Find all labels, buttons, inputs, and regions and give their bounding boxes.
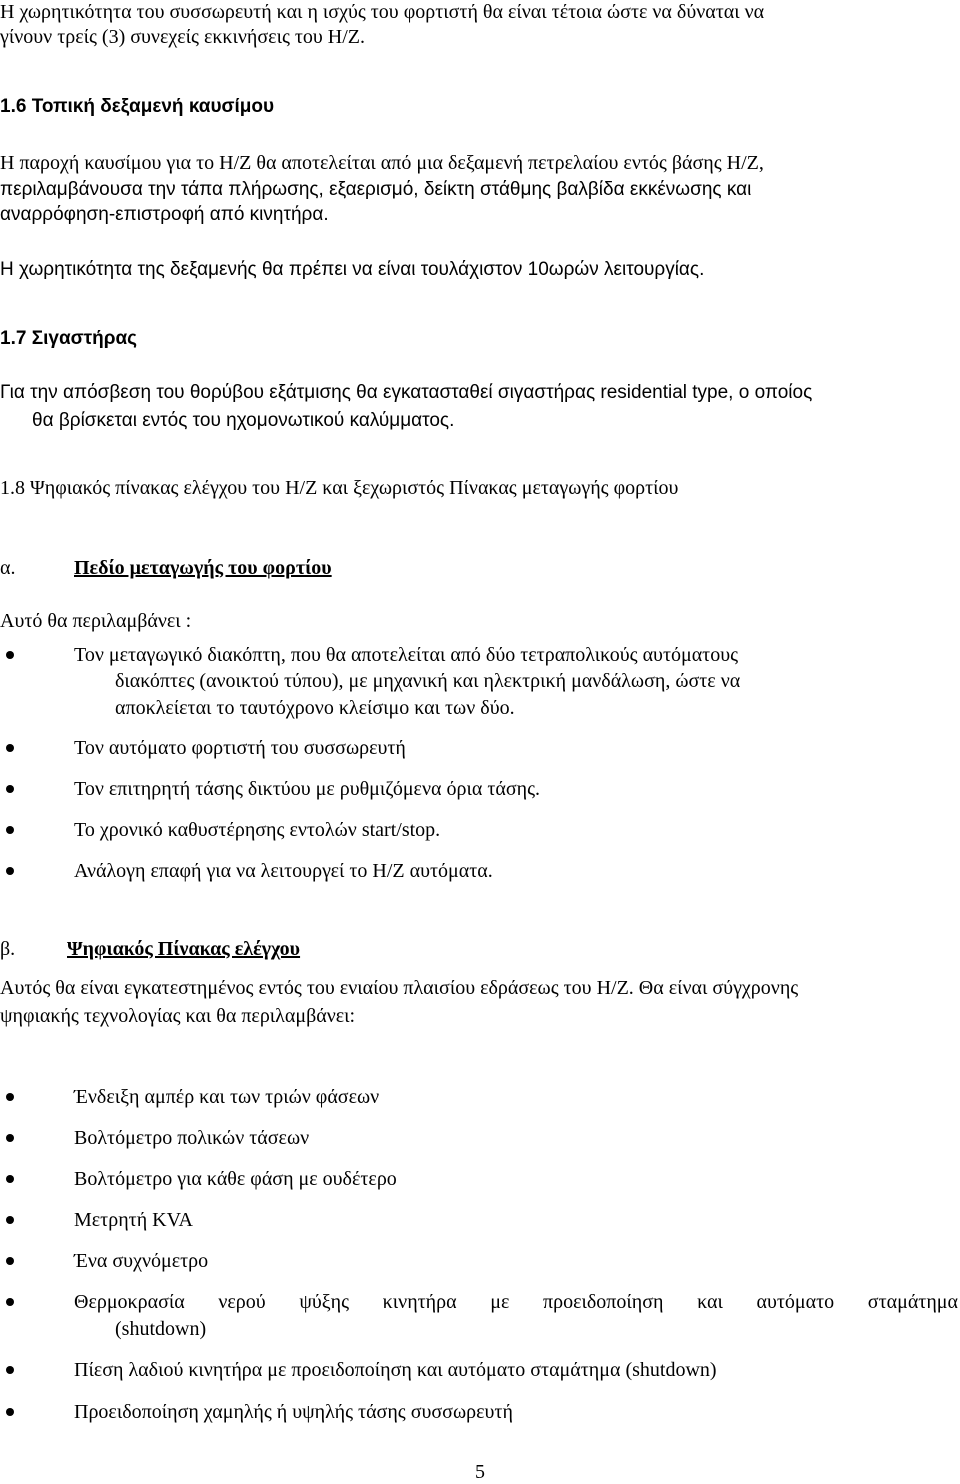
section-1-6-p1-line-1: Η παροχή καυσίμου για το Η/Ζ θα αποτελείται από μια δεξαμενή πετρελαίου εντός βάσης Η/Ζ,	[0, 152, 764, 174]
section-1-6-p1-line-2: περιλαμβάνουσα την τάπα πλήρωσης, εξαερισμό, δείκτη στάθμης βαλβίδα εκκένωσης και	[0, 179, 752, 200]
sub-a-title: Πεδίο μεταγωγής του φορτίου	[74, 557, 332, 579]
sub-b-item-4: Μετρητή KVA	[74, 1209, 193, 1231]
section-1-7-line-1: Για την απόσβεση του θορύβου εξάτμισης θα εγκατασταθεί σιγαστήρας residential type, ο οποίος	[0, 382, 813, 403]
sub-b-item-5: Ένα συχνόμετρο	[74, 1250, 209, 1272]
bullet-icon	[6, 1134, 14, 1142]
sub-a-item-5: Ανάλογη επαφή για να λειτουργεί το Η/Ζ αυτόματα.	[74, 860, 493, 882]
section-1-6-heading: 1.6 Τοπική δεξαμενή καυσίμου	[0, 96, 275, 117]
bullet-icon	[6, 1298, 14, 1306]
sub-b-item-3: Βολτόμετρο για κάθε φάση με ουδέτερο	[74, 1168, 397, 1190]
sub-a-item-1-line-2: διακόπτες (ανοικτού τύπου), με μηχανική και ηλεκτρική μανδάλωση, ώστε να	[115, 670, 741, 692]
sub-b-letter: β.	[0, 938, 16, 960]
sub-a-item-3: Τον επιτηρητή τάσης δικτύου με ρυθμιζόμενα όρια τάσης.	[74, 778, 540, 800]
sub-b-item-6-line-2: (shutdown)	[115, 1318, 207, 1340]
sub-b-lead-line-2: ψηφιακής τεχνολογίας και θα περιλαμβάνει:	[0, 1005, 356, 1027]
bullet-icon	[6, 744, 14, 752]
sub-b-title: Ψηφιακός Πίνακας ελέγχου	[67, 938, 301, 960]
bullet-icon	[6, 651, 14, 659]
sub-a-item-1-line-1: Τον μεταγωγικό διακόπτη, που θα αποτελείται από δύο τετραπολικούς αυτόματους	[74, 644, 739, 666]
bullet-icon	[6, 867, 14, 875]
sub-a-item-2: Τον αυτόματο φορτιστή του συσσωρευτή	[74, 737, 406, 759]
sub-b-item-2: Βολτόμετρο πολικών τάσεων	[74, 1127, 310, 1149]
sub-b-item-1: Ένδειξη αμπέρ και των τριών φάσεων	[74, 1086, 380, 1108]
bullet-icon	[6, 826, 14, 834]
intro-line-1: Η χωρητικότητα του συσσωρευτή και η ισχύς του φορτιστή θα είναι τέτοια ώστε να δύναται να	[0, 1, 765, 23]
bullet-icon	[6, 1408, 14, 1416]
section-1-7-line-2: θα βρίσκεται εντός του ηχομονωτικού καλύμματος.	[32, 410, 455, 431]
bullet-icon	[6, 785, 14, 793]
sub-b-item-7: Πίεση λαδιού κινητήρα με προειδοποίηση και αυτόματο σταμάτημα (shutdown)	[74, 1359, 717, 1381]
section-1-6-p2: Η χωρητικότητα της δεξαμενής θα πρέπει να είναι τουλάχιστον 10ωρών λειτουργίας.	[0, 259, 705, 280]
sub-a-letter: α.	[0, 557, 16, 579]
section-1-6-p1-line-3: αναρρόφηση-επιστροφή από κινητήρα.	[0, 204, 329, 225]
sub-a-lead: Αυτό θα περιλαμβάνει :	[0, 610, 192, 632]
sub-a-item-1-line-3: αποκλείεται το ταυτόχρονο κλείσιμο και των δύο.	[115, 697, 515, 719]
sub-b-item-8: Προειδοποίηση χαμηλής ή υψηλής τάσης συσσωρευτή	[74, 1401, 513, 1423]
bullet-icon	[6, 1257, 14, 1265]
section-1-7-heading: 1.7 Σιγαστήρας	[0, 328, 138, 349]
bullet-icon	[6, 1093, 14, 1101]
sub-a-item-4: Το χρονικό καθυστέρησης εντολών start/stop.	[74, 819, 441, 841]
bullet-icon	[6, 1175, 14, 1183]
intro-line-2: γίνουν τρείς (3) συνεχείς εκκινήσεις του Η/Ζ.	[0, 26, 366, 48]
page-number: 5	[475, 1461, 485, 1483]
bullet-icon	[6, 1216, 14, 1224]
sub-b-item-6-line-1: Θερμοκρασία νερού ψύξης κινητήρα με προειδοποίηση και αυτόματο σταμάτημα	[74, 1291, 958, 1313]
section-1-8-heading: 1.8 Ψηφιακός πίνακας ελέγχου του Η/Ζ και ξεχωριστός Πίνακας μεταγωγής φορτίου	[0, 477, 679, 499]
bullet-icon	[6, 1366, 14, 1374]
sub-b-lead-line-1: Αυτός θα είναι εγκατεστημένος εντός του ενιαίου πλαισίου εδράσεως του Η/Ζ. Θα είναι σύγχρονης	[0, 977, 799, 999]
